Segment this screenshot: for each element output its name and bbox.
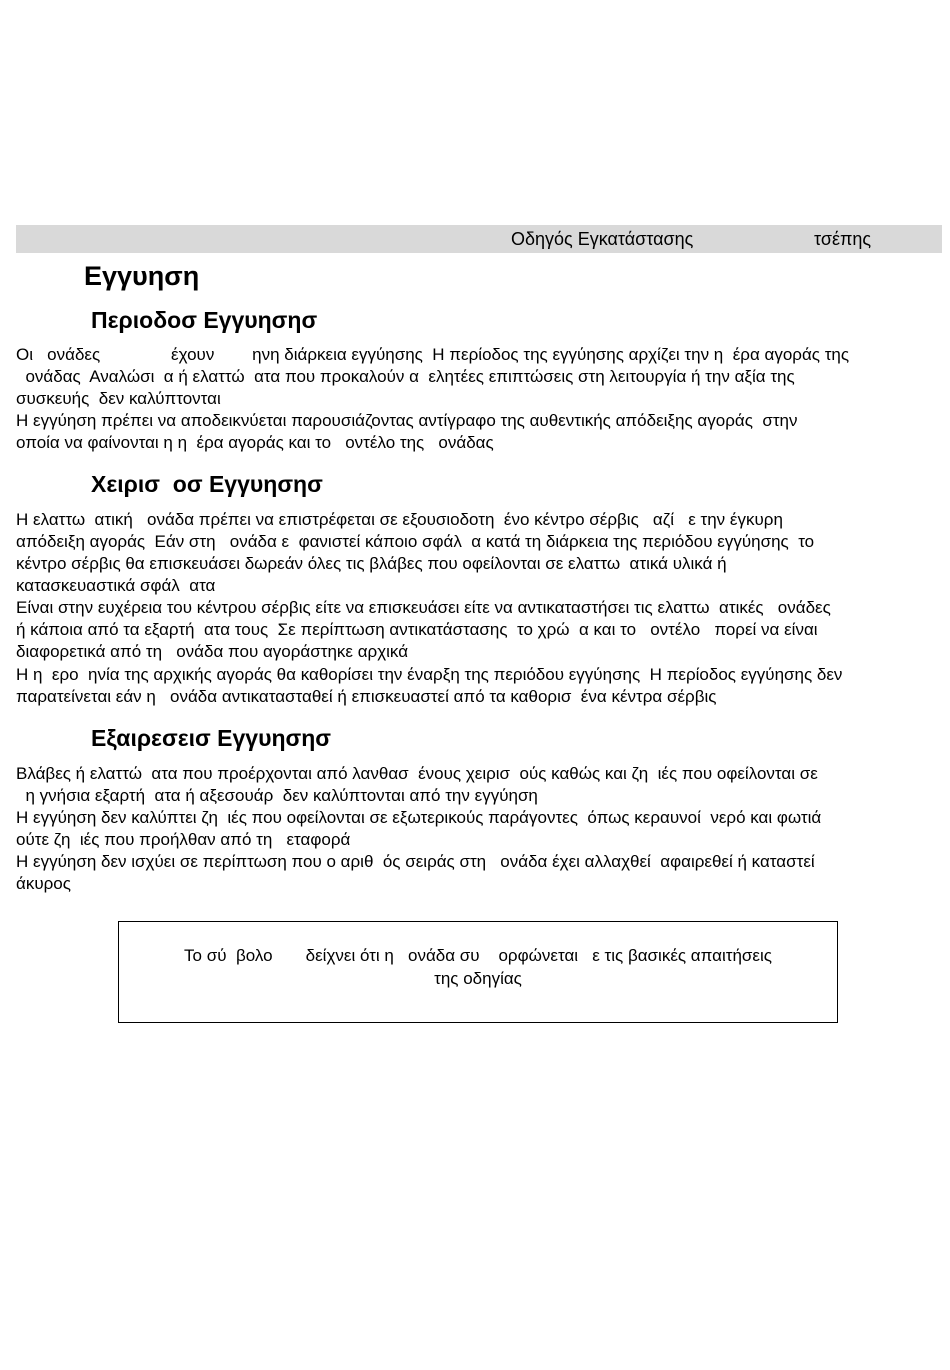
- header-title: Οδηγός Εγκατάστασης: [511, 229, 694, 249]
- section-heading-warranty-period: Περιοδοσ Εγγυησησ: [91, 307, 318, 333]
- text-line: ούτε ζη ιές που προήλθαν από τη εταφορά: [16, 830, 351, 849]
- conformity-notice-text: [119, 944, 837, 990]
- conformity-notice-box: [118, 921, 838, 1023]
- text-line: Η ελαττω ατική ονάδα πρέπει να επιστρέφεται σε εξουσιοδοτη ένο κέντρο σέρβις αζί ε την έγκυρη: [16, 510, 783, 529]
- text-line: Οι ονάδες έχουν ηνη διάρκεια εγγύησης Η περίοδος της εγγύησης αρχίζει την η έρα αγοράς της: [16, 345, 850, 364]
- text-line: Βλάβες ή ελαττώ ατα που προέρχονται από λανθασ ένους χειρισ ούς καθώς και ζη ιές που οφείλονται σε: [16, 764, 818, 783]
- text-line: Η εγγύηση δεν καλύπτει ζη ιές που οφείλονται σε εξωτερικούς παράγοντες όπως κεραυνοί νερό και φωτιά: [16, 808, 822, 827]
- text-line: συσκευής δεν καλύπτονται: [16, 389, 221, 408]
- text-line: Είναι στην ευχέρεια του κέντρου σέρβις είτε να επισκευάσει είτε να αντικαταστήσει τις ελαττω ατικές ονάδες: [16, 598, 831, 617]
- paragraph: [16, 597, 946, 663]
- section-heading-warranty-handling: Χειρισ οσ Εγγυησησ: [91, 471, 323, 497]
- text-line: ή κάποια από τα εξαρτή ατα τους Σε περίπτωση αντικατάστασης το χρώ α και το οντέλο πορεί να είναι: [16, 620, 818, 639]
- text-line: παρατείνεται εάν η ονάδα αντικατασταθεί ή επισκευαστεί από τα καθορισ ένα κέντρα σέρβις: [16, 687, 717, 706]
- text-line: οποία να φαίνονται η η έρα αγοράς και το οντέλο της ονάδας: [16, 433, 494, 452]
- text-line: απόδειξη αγοράς Εάν στη ονάδα ε φανιστεί κάποιο σφάλ α κατά τη διάρκεια της περιόδου εγγύησης το: [16, 532, 815, 551]
- text-line: κατασκευαστικά σφάλ ατα: [16, 576, 216, 595]
- text-line: ονάδας Αναλώσι α ή ελαττώ ατα που προκαλούν α ελητέες επιπτώσεις στη λειτουργία ή την αξία της: [16, 367, 795, 386]
- paragraph: [16, 344, 946, 410]
- paragraph: [16, 410, 946, 454]
- header-title-suffix: τσέπης: [814, 229, 872, 249]
- paragraph: [16, 763, 946, 807]
- text-line: της οδηγίας: [434, 969, 522, 988]
- page-title: Εγγυηση: [84, 261, 200, 291]
- paragraph: [16, 807, 946, 851]
- text-line: η γνήσια εξαρτή ατα ή αξεσουάρ δεν καλύπτονται από την εγγύηση: [16, 786, 538, 805]
- header-bar: [16, 225, 942, 253]
- text-line: Η εγγύηση πρέπει να αποδεικνύεται παρουσιάζοντας αντίγραφο της αυθεντικής απόδειξης αγοράς στην: [16, 411, 798, 430]
- text-line: άκυρος: [16, 874, 71, 893]
- text-line: Το σύ βολο δείχνει ότι η ονάδα συ ορφώνεται ε τις βασικές απαιτήσεις: [184, 946, 772, 965]
- text-line: Η εγγύηση δεν ισχύει σε περίπτωση που ο αριθ ός σειράς στη ονάδα έχει αλλαχθεί αφαιρεθεί ή καταστεί: [16, 852, 815, 871]
- text-line: Η η ερο ηνία της αρχικής αγοράς θα καθορίσει την έναρξη της περιόδου εγγύησης Η περίοδος εγγύησης δεν: [16, 665, 843, 684]
- paragraph: [16, 509, 946, 597]
- section-heading-warranty-exclusions: Εξαιρεσεισ Εγγυησησ: [91, 725, 332, 751]
- text-line: διαφορετικά από τη ονάδα που αγοράστηκε αρχικά: [16, 642, 409, 661]
- text-line: κέντρο σέρβις θα επισκευάσει δωρεάν όλες τις βλάβες που οφείλονται σε ελαττω ατικά υλικά ή: [16, 554, 727, 573]
- paragraph: [16, 664, 946, 708]
- paragraph: [16, 851, 946, 895]
